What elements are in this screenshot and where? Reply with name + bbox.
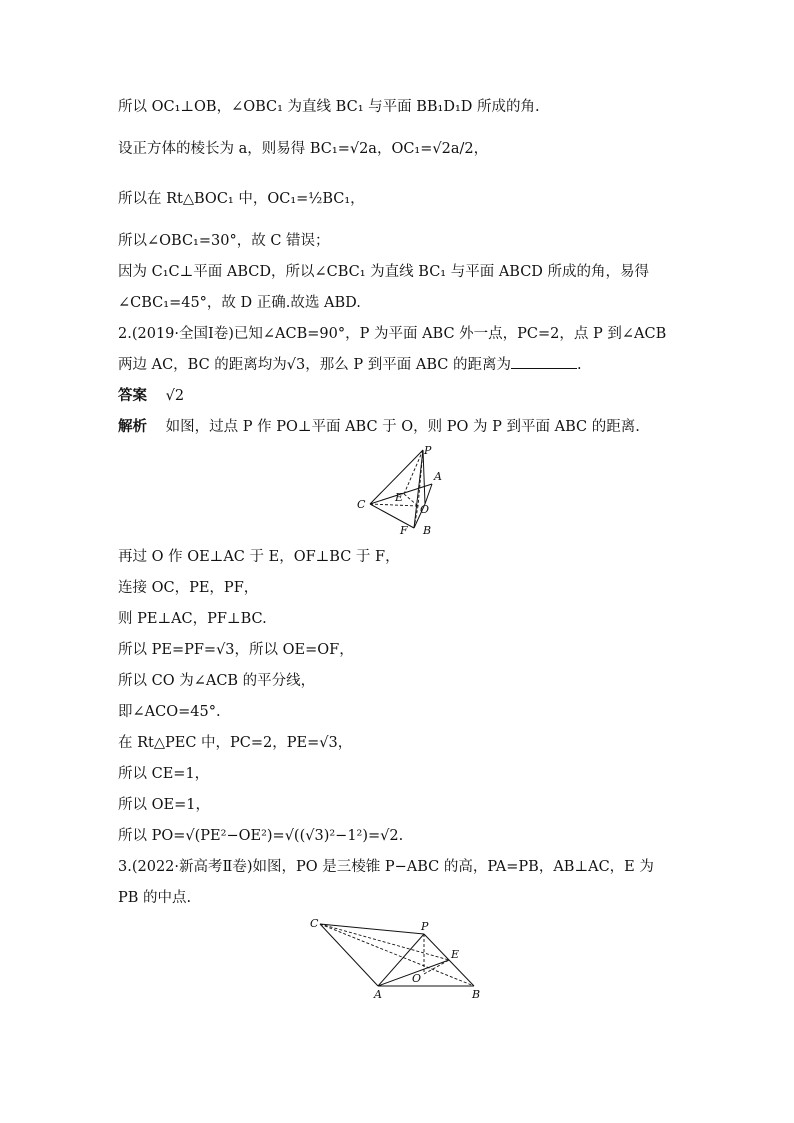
label-C: C [310,917,319,930]
label-E: E [395,491,404,504]
label-A: A [374,988,382,1001]
question-3-line-1: 3.(2022·新高考Ⅱ卷)如图，PO 是三棱锥 P−ABC 的高，PA=PB，AB⊥AC，E 为 [118,859,654,875]
text-line: 所以 PO=√(PE²−OE²)=√((√3)²−1²)=√2. [118,828,404,844]
label-A: A [434,470,442,483]
text-line: 所以在 Rt△BOC₁ 中，OC₁=½BC₁， [118,191,365,207]
label-O: O [420,503,430,516]
answer-blank [511,356,577,369]
text-line: 设正方体的棱长为 a，则易得 BC₁=√2a，OC₁=√2a/2， [118,141,489,157]
text-line: 所以 CO 为∠ACB 的平分线， [118,673,316,689]
text-line: 在 Rt△PEC 中，PC=2，PE=√3， [118,735,353,751]
text-line: 所以 PE=PF=√3，所以 OE=OF， [118,642,354,658]
analysis-line [118,418,640,436]
pyramid-figure-1 [350,444,450,538]
text-line: 即∠ACO=45°. [118,704,221,720]
question-2-line-2: 两边 AC，BC 的距离均为√3，那么 P 到平面 ABC 的距离为 . [118,357,582,373]
label-B: B [423,524,432,537]
text-line: 所以 OC₁⊥OB，∠OBC₁ 为直线 BC₁ 与平面 BB₁D₁D 所成的角. [118,99,540,115]
text-line: 所以∠OBC₁=30°，故 C 错误； [118,233,330,249]
label-P: P [421,920,429,933]
label-O: O [412,972,422,985]
text-line: 连接 OC，PE，PF， [118,580,259,596]
text-line: ∠CBC₁=45°，故 D 正确.故选 ABD. [118,295,361,311]
text-line: 所以 OE=1， [118,797,210,813]
question-3-line-2: PB 的中点. [118,890,192,906]
question-2-line-1: 2.(2019·全国Ⅰ卷)已知∠ACB=90°，P 为平面 ABC 外一点，PC=2，点 P 到∠ACB [118,326,667,342]
text-line: 所以 CE=1， [118,766,210,782]
label-P: P [424,444,432,457]
text-line: 再过 O 作 OE⊥AC 于 E，OF⊥BC 于 F， [118,549,400,565]
text-line: 则 PE⊥AC，PF⊥BC. [118,611,267,627]
answer-line [118,387,184,405]
pyramid-figure-2 [306,914,490,1002]
analysis-text: 如图，过点 P 作 PO⊥平面 ABC 于 O，则 PO 为 P 到平面 ABC 的距离. [165,419,640,435]
label-B: B [472,988,481,1001]
label-E: E [451,948,460,961]
label-C: C [357,498,366,511]
label-F: F [400,524,408,537]
answer-value: √2 [165,388,185,404]
text-line: 因为 C₁C⊥平面 ABCD，所以∠CBC₁ 为直线 BC₁ 与平面 ABCD 所成的角，易得 [118,264,650,280]
question-2-text: 两边 AC，BC 的距离均为√3，那么 P 到平面 ABC 的距离为 [118,357,511,373]
answer-label: 答案 [118,387,147,404]
analysis-label: 解析 [118,418,147,435]
